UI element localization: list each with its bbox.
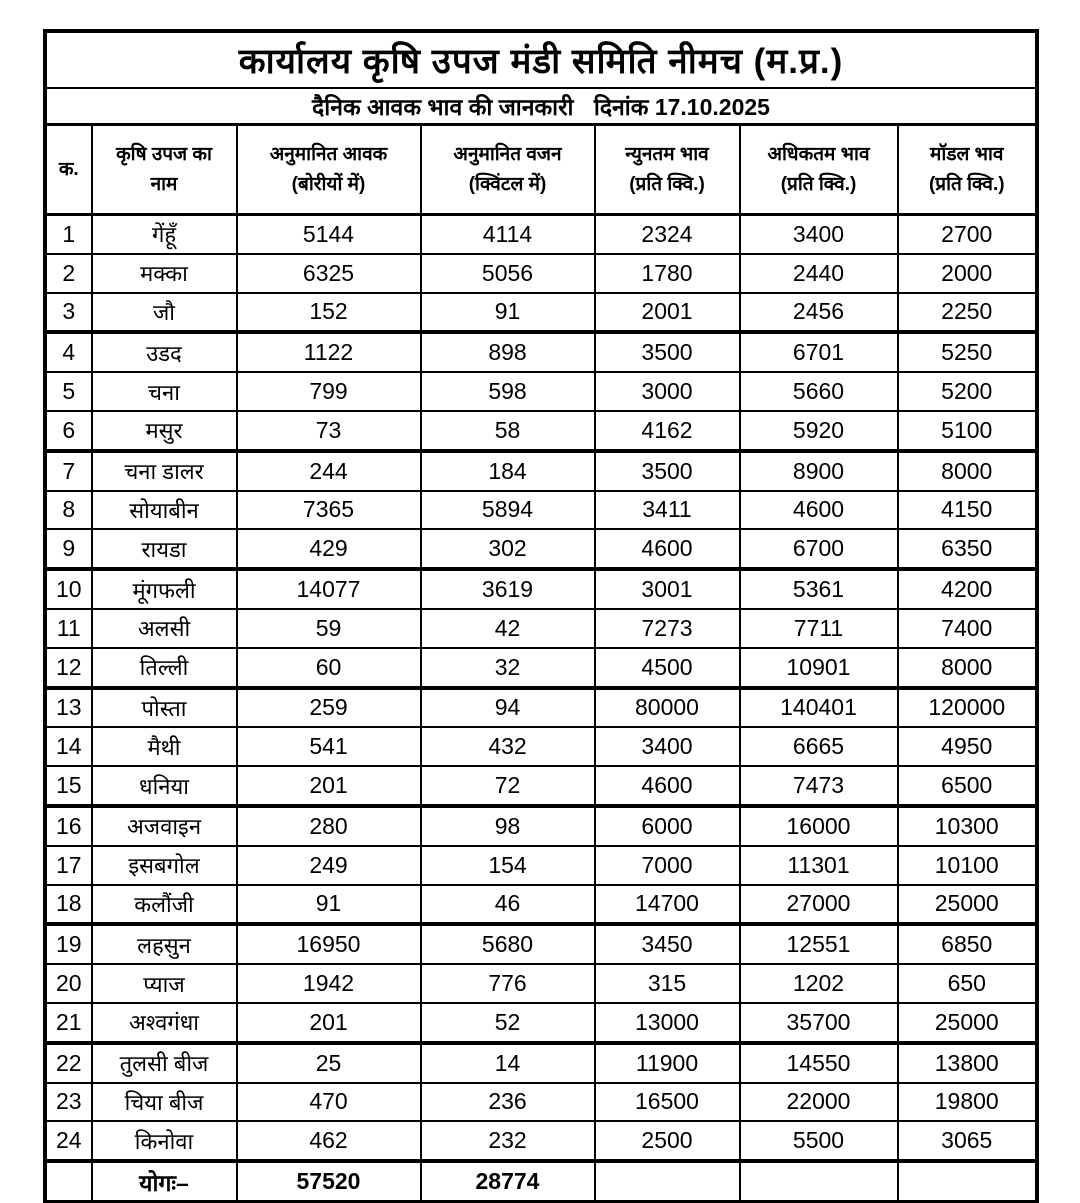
- min-price-cell: 80000: [595, 688, 740, 728]
- serial-cell: 10: [46, 569, 92, 609]
- modal-price-cell: 19800: [898, 1083, 1037, 1122]
- serial-cell: 12: [46, 648, 92, 688]
- max-price-cell: 5660: [740, 372, 898, 411]
- table-row: [46, 727, 1037, 766]
- modal-price-cell: 8000: [898, 648, 1037, 688]
- total-arrivals-cell: 57520: [237, 1161, 421, 1202]
- modal-price-cell: 25000: [898, 885, 1037, 925]
- weight-cell: 432: [421, 727, 595, 766]
- max-price-cell: 7473: [740, 766, 898, 806]
- arrivals-cell: 244: [237, 451, 421, 491]
- subtitle-date-label: दिनांक: [593, 94, 649, 120]
- crop-name-cell: गेंहूँ: [92, 215, 237, 254]
- modal-price-cell: 5200: [898, 372, 1037, 411]
- weight-cell: 46: [421, 885, 595, 925]
- max-price-cell: 3400: [740, 215, 898, 254]
- modal-price-cell: 25000: [898, 1003, 1037, 1043]
- serial-cell: 24: [46, 1121, 92, 1161]
- arrivals-cell: 201: [237, 1003, 421, 1043]
- arrivals-cell: 201: [237, 766, 421, 806]
- weight-cell: 58: [421, 411, 595, 451]
- max-price-cell: 140401: [740, 688, 898, 728]
- min-price-cell: 11900: [595, 1043, 740, 1083]
- table-row: [46, 491, 1037, 530]
- table-row: [46, 1121, 1037, 1161]
- max-price-cell: 22000: [740, 1083, 898, 1122]
- min-price-cell: 13000: [595, 1003, 740, 1043]
- table-row: [46, 609, 1037, 648]
- column-header-line1: मॉडल भाव: [930, 144, 1004, 166]
- max-price-cell: 4600: [740, 491, 898, 530]
- crop-name-cell: चिया बीज: [92, 1083, 237, 1122]
- modal-price-cell: 4950: [898, 727, 1037, 766]
- weight-cell: 98: [421, 806, 595, 846]
- serial-cell: 16: [46, 806, 92, 846]
- arrivals-cell: 7365: [237, 491, 421, 530]
- column-header-line1: न्युनतम भाव: [625, 144, 709, 166]
- crop-name-cell: चना डालर: [92, 451, 237, 491]
- weight-cell: 898: [421, 332, 595, 372]
- page-subtitle: [46, 88, 1037, 125]
- column-header-line1: अधिकतम भाव: [767, 144, 870, 166]
- column-header-line2: (बोरीयों में): [291, 173, 366, 195]
- crop-name-cell: रायडा: [92, 529, 237, 569]
- modal-price-cell: 5250: [898, 332, 1037, 372]
- total-row: [46, 1161, 1037, 1202]
- table-row: [46, 688, 1037, 728]
- min-price-cell: 6000: [595, 806, 740, 846]
- serial-cell: 22: [46, 1043, 92, 1083]
- weight-cell: 5056: [421, 254, 595, 293]
- serial-cell: 23: [46, 1083, 92, 1122]
- arrivals-cell: 470: [237, 1083, 421, 1122]
- weight-cell: 236: [421, 1083, 595, 1122]
- modal-price-cell: 6500: [898, 766, 1037, 806]
- table-row: [46, 411, 1037, 451]
- min-price-cell: 4500: [595, 648, 740, 688]
- min-price-cell: 3400: [595, 727, 740, 766]
- mandi-rate-table: [44, 30, 1038, 1203]
- column-header-arrivals: [237, 125, 421, 215]
- serial-cell: 9: [46, 529, 92, 569]
- max-price-cell: 12551: [740, 924, 898, 964]
- weight-cell: 598: [421, 372, 595, 411]
- crop-name-cell: तिल्ली: [92, 648, 237, 688]
- serial-cell: 7: [46, 451, 92, 491]
- serial-cell: 13: [46, 688, 92, 728]
- min-price-cell: 3500: [595, 451, 740, 491]
- modal-price-cell: 13800: [898, 1043, 1037, 1083]
- arrivals-cell: 6325: [237, 254, 421, 293]
- arrivals-cell: 1122: [237, 332, 421, 372]
- min-price-cell: 3411: [595, 491, 740, 530]
- weight-cell: 4114: [421, 215, 595, 254]
- modal-price-cell: 650: [898, 964, 1037, 1003]
- min-price-cell: 2324: [595, 215, 740, 254]
- crop-name-cell: धनिया: [92, 766, 237, 806]
- serial-cell: 19: [46, 924, 92, 964]
- weight-cell: 52: [421, 1003, 595, 1043]
- modal-price-cell: 4200: [898, 569, 1037, 609]
- max-price-cell: 6700: [740, 529, 898, 569]
- header-row: [46, 125, 1037, 215]
- min-price-cell: 1780: [595, 254, 740, 293]
- max-price-cell: 14550: [740, 1043, 898, 1083]
- column-header-modal-price: [898, 125, 1037, 215]
- serial-cell: 20: [46, 964, 92, 1003]
- max-price-cell: 1202: [740, 964, 898, 1003]
- max-price-cell: 5500: [740, 1121, 898, 1161]
- arrivals-cell: 60: [237, 648, 421, 688]
- max-price-cell: 27000: [740, 885, 898, 925]
- table-row: [46, 332, 1037, 372]
- arrivals-cell: 462: [237, 1121, 421, 1161]
- total-serial-cell: [46, 1161, 92, 1202]
- table-row: [46, 1043, 1037, 1083]
- weight-cell: 91: [421, 293, 595, 333]
- serial-cell: 4: [46, 332, 92, 372]
- max-price-cell: 6701: [740, 332, 898, 372]
- table-row: [46, 372, 1037, 411]
- column-header-max-price: [740, 125, 898, 215]
- crop-name-cell: लहसुन: [92, 924, 237, 964]
- crop-name-cell: अलसी: [92, 609, 237, 648]
- min-price-cell: 7000: [595, 846, 740, 885]
- serial-cell: 17: [46, 846, 92, 885]
- min-price-cell: 2500: [595, 1121, 740, 1161]
- arrivals-cell: 1942: [237, 964, 421, 1003]
- min-price-cell: 4162: [595, 411, 740, 451]
- min-price-cell: 3500: [595, 332, 740, 372]
- serial-cell: 3: [46, 293, 92, 333]
- weight-cell: 42: [421, 609, 595, 648]
- modal-price-cell: 6350: [898, 529, 1037, 569]
- max-price-cell: 6665: [740, 727, 898, 766]
- arrivals-cell: 59: [237, 609, 421, 648]
- max-price-cell: 2440: [740, 254, 898, 293]
- subtitle-row: [46, 88, 1037, 125]
- weight-cell: 5894: [421, 491, 595, 530]
- arrivals-cell: 5144: [237, 215, 421, 254]
- serial-cell: 21: [46, 1003, 92, 1043]
- min-price-cell: 3450: [595, 924, 740, 964]
- crop-name-cell: कलौंजी: [92, 885, 237, 925]
- column-header-line2: (प्रति क्वि.): [928, 173, 1005, 195]
- arrivals-cell: 259: [237, 688, 421, 728]
- total-max-cell: [740, 1161, 898, 1202]
- column-header-weight: [421, 125, 595, 215]
- arrivals-cell: 73: [237, 411, 421, 451]
- crop-name-cell: अजवाइन: [92, 806, 237, 846]
- crop-name-cell: चना: [92, 372, 237, 411]
- crop-name-cell: मक्का: [92, 254, 237, 293]
- max-price-cell: 10901: [740, 648, 898, 688]
- max-price-cell: 2456: [740, 293, 898, 333]
- min-price-cell: 3000: [595, 372, 740, 411]
- arrivals-cell: 25: [237, 1043, 421, 1083]
- crop-name-cell: जौ: [92, 293, 237, 333]
- arrivals-cell: 541: [237, 727, 421, 766]
- table-row: [46, 451, 1037, 491]
- title-row: [46, 32, 1037, 89]
- weight-cell: 232: [421, 1121, 595, 1161]
- crop-name-cell: तुलसी बीज: [92, 1043, 237, 1083]
- modal-price-cell: 10300: [898, 806, 1037, 846]
- weight-cell: 3619: [421, 569, 595, 609]
- table-row: [46, 254, 1037, 293]
- weight-cell: 776: [421, 964, 595, 1003]
- total-weight-cell: 28774: [421, 1161, 595, 1202]
- column-header-line1: अनुमानित वजन: [453, 144, 562, 166]
- column-header-line1: क.: [58, 158, 79, 180]
- crop-name-cell: इसबगोल: [92, 846, 237, 885]
- arrivals-cell: 152: [237, 293, 421, 333]
- crop-name-cell: किनोवा: [92, 1121, 237, 1161]
- arrivals-cell: 91: [237, 885, 421, 925]
- modal-price-cell: 2250: [898, 293, 1037, 333]
- serial-cell: 15: [46, 766, 92, 806]
- min-price-cell: 16500: [595, 1083, 740, 1122]
- modal-price-cell: 10100: [898, 846, 1037, 885]
- serial-cell: 11: [46, 609, 92, 648]
- serial-cell: 18: [46, 885, 92, 925]
- table-row: [46, 885, 1037, 925]
- max-price-cell: 11301: [740, 846, 898, 885]
- crop-name-cell: उडद: [92, 332, 237, 372]
- weight-cell: 184: [421, 451, 595, 491]
- column-header-line1: अनुमानित आवक: [269, 144, 388, 166]
- crop-name-cell: मसुर: [92, 411, 237, 451]
- max-price-cell: 5361: [740, 569, 898, 609]
- modal-price-cell: 2000: [898, 254, 1037, 293]
- arrivals-cell: 249: [237, 846, 421, 885]
- modal-price-cell: 4150: [898, 491, 1037, 530]
- crop-name-cell: प्याज: [92, 964, 237, 1003]
- serial-cell: 14: [46, 727, 92, 766]
- arrivals-cell: 429: [237, 529, 421, 569]
- modal-price-cell: 7400: [898, 609, 1037, 648]
- subtitle-label: दैनिक आवक भाव की जानकारी: [312, 94, 574, 120]
- min-price-cell: 4600: [595, 766, 740, 806]
- modal-price-cell: 2700: [898, 215, 1037, 254]
- min-price-cell: 7273: [595, 609, 740, 648]
- max-price-cell: 7711: [740, 609, 898, 648]
- serial-cell: 5: [46, 372, 92, 411]
- table-row: [46, 569, 1037, 609]
- table-row: [46, 766, 1037, 806]
- table-row: [46, 1083, 1037, 1122]
- total-min-cell: [595, 1161, 740, 1202]
- max-price-cell: 8900: [740, 451, 898, 491]
- weight-cell: 302: [421, 529, 595, 569]
- column-header-line2: (प्रति क्वि.): [780, 173, 857, 195]
- table-row: [46, 529, 1037, 569]
- min-price-cell: 4600: [595, 529, 740, 569]
- page-title: कार्यालय कृषि उपज मंडी समिति नीमच (म.प्र.): [46, 32, 1037, 89]
- crop-name-cell: मैथी: [92, 727, 237, 766]
- serial-cell: 2: [46, 254, 92, 293]
- max-price-cell: 5920: [740, 411, 898, 451]
- modal-price-cell: 8000: [898, 451, 1037, 491]
- column-header-serial: [46, 125, 92, 215]
- min-price-cell: 3001: [595, 569, 740, 609]
- serial-cell: 8: [46, 491, 92, 530]
- arrivals-cell: 16950: [237, 924, 421, 964]
- arrivals-cell: 280: [237, 806, 421, 846]
- min-price-cell: 2001: [595, 293, 740, 333]
- total-label: योगः–: [92, 1161, 237, 1202]
- table-row: [46, 1003, 1037, 1043]
- modal-price-cell: 3065: [898, 1121, 1037, 1161]
- table-row: [46, 293, 1037, 333]
- weight-cell: 72: [421, 766, 595, 806]
- weight-cell: 32: [421, 648, 595, 688]
- table-row: [46, 215, 1037, 254]
- min-price-cell: 315: [595, 964, 740, 1003]
- modal-price-cell: 120000: [898, 688, 1037, 728]
- table-row: [46, 648, 1037, 688]
- crop-name-cell: पोस्ता: [92, 688, 237, 728]
- column-header-crop-name: [92, 125, 237, 215]
- weight-cell: 94: [421, 688, 595, 728]
- crop-name-cell: मूंगफली: [92, 569, 237, 609]
- weight-cell: 154: [421, 846, 595, 885]
- table-row: [46, 846, 1037, 885]
- weight-cell: 14: [421, 1043, 595, 1083]
- arrivals-cell: 799: [237, 372, 421, 411]
- column-header-line2: (क्विंटल में): [468, 173, 547, 195]
- column-header-line1: कृषि उपज का: [116, 144, 212, 166]
- total-modal-cell: [898, 1161, 1037, 1202]
- crop-name-cell: सोयाबीन: [92, 491, 237, 530]
- modal-price-cell: 5100: [898, 411, 1037, 451]
- column-header-line2: नाम: [150, 173, 178, 195]
- modal-price-cell: 6850: [898, 924, 1037, 964]
- table-row: [46, 924, 1037, 964]
- column-header-min-price: [595, 125, 740, 215]
- serial-cell: 6: [46, 411, 92, 451]
- column-header-line2: (प्रति क्वि.): [629, 173, 705, 195]
- max-price-cell: 16000: [740, 806, 898, 846]
- min-price-cell: 14700: [595, 885, 740, 925]
- subtitle-date: 17.10.2025: [654, 94, 770, 120]
- weight-cell: 5680: [421, 924, 595, 964]
- table-row: [46, 806, 1037, 846]
- table-row: [46, 964, 1037, 1003]
- max-price-cell: 35700: [740, 1003, 898, 1043]
- arrivals-cell: 14077: [237, 569, 421, 609]
- serial-cell: 1: [46, 215, 92, 254]
- crop-name-cell: अश्वगंधा: [92, 1003, 237, 1043]
